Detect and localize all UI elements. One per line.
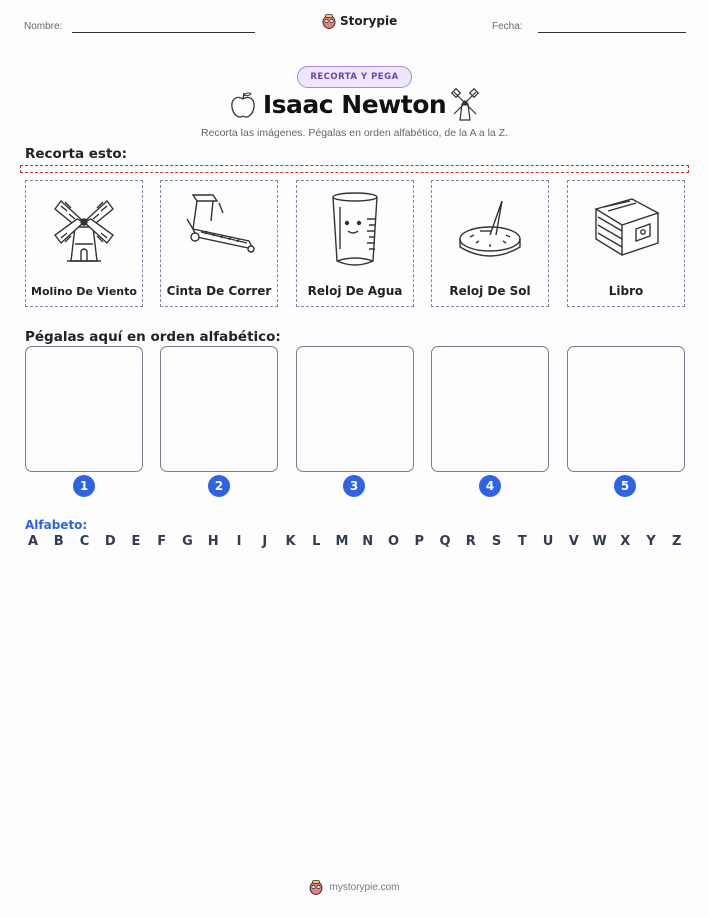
alphabet-letter: K: [285, 534, 296, 549]
slot-number-4: 4: [479, 475, 501, 497]
alphabet-letter: L: [312, 534, 321, 549]
slot-number-3: 3: [343, 475, 365, 497]
alphabet-letter: O: [387, 534, 400, 549]
cut-card-reloj-agua[interactable]: [296, 180, 414, 307]
alphabet-row: [25, 534, 685, 549]
activity-badge: RECORTA Y PEGA: [297, 66, 412, 88]
footer: [0, 879, 709, 895]
alphabet-letter: Y: [646, 534, 656, 549]
paste-slot-3[interactable]: [296, 346, 414, 472]
paste-slot-2[interactable]: [160, 346, 278, 472]
cut-heading: Recorta esto:: [25, 146, 128, 162]
name-line[interactable]: [72, 32, 255, 33]
cut-card-molino[interactable]: [25, 180, 143, 307]
page-title: Isaac Newton: [262, 90, 447, 119]
alphabet-letter: T: [517, 534, 527, 549]
alphabet-letter: A: [27, 534, 39, 549]
cut-card-reloj-sol[interactable]: [431, 180, 549, 307]
alphabet-letter: N: [362, 534, 374, 549]
alphabet-letter: Z: [672, 534, 682, 549]
slot-number-1: 1: [73, 475, 95, 497]
cut-line: [20, 165, 689, 173]
windmill-small-icon: [450, 88, 480, 122]
storypie-mascot-icon: [309, 879, 323, 895]
card-label: Libro: [608, 284, 644, 298]
slot-number-2: 2: [208, 475, 230, 497]
windmill-icon: [49, 189, 119, 269]
book-icon: [588, 189, 664, 265]
alphabet-letter: D: [104, 534, 116, 549]
slot-number-5: 5: [614, 475, 636, 497]
date-line[interactable]: [538, 32, 686, 33]
alphabet-letter: H: [207, 534, 219, 549]
alphabet-letter: P: [414, 534, 425, 549]
alphabet-letter: Q: [439, 534, 451, 549]
alphabet-letter: C: [79, 534, 90, 549]
treadmill-icon: [179, 189, 259, 259]
brand-name: Storypie: [340, 14, 398, 28]
card-label: Molino De Viento: [31, 285, 137, 298]
alphabet-letter: F: [157, 534, 167, 549]
card-label: Reloj De Sol: [449, 284, 531, 298]
alphabet-letter: G: [182, 534, 193, 549]
footer-site-link[interactable]: mystorypie.com: [329, 881, 400, 893]
alphabet-letter: W: [592, 534, 607, 549]
card-label: Cinta De Correr: [166, 284, 272, 298]
alphabet-letter: M: [335, 534, 349, 549]
date-label: Fecha:: [492, 21, 523, 32]
alphabet-letter: I: [236, 534, 242, 549]
alphabet-title: Alfabeto:: [25, 518, 88, 532]
alphabet-letter: R: [465, 534, 476, 549]
alphabet-letter: B: [53, 534, 64, 549]
cut-card-libro[interactable]: [567, 180, 685, 307]
instructions: Recorta las imágenes. Pégalas en orden alfabético, de la A a la Z.: [200, 127, 509, 139]
paste-slot-4[interactable]: [431, 346, 549, 472]
sundial-icon: [452, 189, 528, 265]
card-label: Reloj De Agua: [307, 284, 403, 298]
alphabet-letter: V: [568, 534, 579, 549]
paste-slot-1[interactable]: [25, 346, 143, 472]
paste-heading: Pégalas aquí en orden alfabético:: [25, 329, 281, 345]
cut-card-cinta[interactable]: [160, 180, 278, 307]
storypie-mascot-icon: [322, 13, 336, 29]
brand-logo: [322, 13, 397, 29]
name-label: Nombre:: [24, 21, 63, 32]
alphabet-letter: U: [542, 534, 554, 549]
paste-slot-5[interactable]: [567, 346, 685, 472]
alphabet-letter: J: [262, 534, 268, 549]
alphabet-letter: X: [620, 534, 631, 549]
alphabet-letter: S: [491, 534, 502, 549]
water-clock-icon: [325, 189, 385, 273]
alphabet-letter: E: [131, 534, 141, 549]
